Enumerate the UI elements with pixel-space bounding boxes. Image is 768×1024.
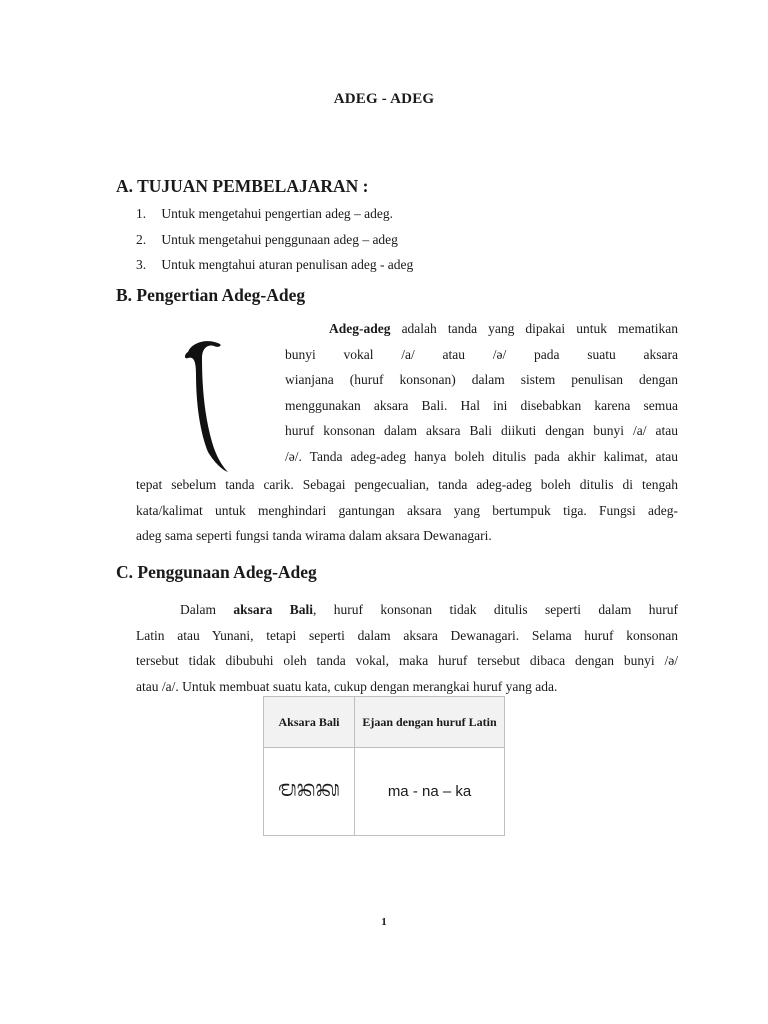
objective-list [136, 204, 696, 281]
list-number: 3. [136, 257, 147, 272]
usage-line: tersebut tidak dibubuhi oleh tanda vokal, maka huruf tersebut dibaca dengan bunyi /ə/ [136, 653, 678, 668]
definition-line: kata/kalimat untuk menghindari gantungan aksara yang bertumpuk tiga. Fungsi adeg- [136, 502, 678, 518]
definition-paragraph-wrap [285, 316, 678, 469]
document-title: ADEG - ADEG [333, 91, 435, 107]
table-header-row [264, 697, 505, 748]
definition-line-text: adalah tanda yang dipakai untuk mematikan [401, 321, 679, 336]
list-item [136, 255, 696, 281]
usage-line: Latin atau Yunani, tetapi seperti dalam aksara Dewanagari. Selama huruf konsonan [136, 627, 678, 643]
usage-line: atau /a/. Untuk membuat suatu kata, cukup dengan merangkai huruf yang ada. [136, 678, 558, 694]
bali-script-word: ᬫᬦᬓ [277, 776, 341, 802]
section-b-heading: B. Pengertian Adeg-Adeg [116, 285, 306, 305]
list-text: Untuk mengetahui pengertian adeg – adeg. [161, 206, 394, 221]
definition-line: wianjana (huruf konsonan) dalam sistem penulisan dengan [285, 372, 678, 387]
list-text: Untuk mengtahui aturan penulisan adeg - adeg [161, 257, 414, 272]
table-cell-bali [264, 748, 355, 836]
definition-line: /ə/. Tanda adeg-adeg hanya boleh ditulis pada akhir kalimat, atau [285, 448, 678, 464]
list-number: 2. [136, 231, 147, 247]
latin-spelling: ma - na – ka [387, 783, 472, 800]
adeg-adeg-icon [178, 334, 238, 476]
list-item [136, 230, 696, 256]
table-row [264, 748, 505, 836]
table-cell-latin [355, 748, 505, 836]
definition-paragraph-full [136, 472, 678, 549]
usage-line [136, 597, 678, 623]
definition-line: menggunakan aksara Bali. Hal ini disebabkan karena semua [285, 397, 678, 413]
list-number: 1. [136, 206, 147, 221]
example-table [263, 696, 505, 836]
aksara-bali-term: aksara Bali [233, 602, 314, 617]
term-adeg-adeg: Adeg-adeg [329, 321, 391, 336]
section-a-heading: A. TUJUAN PEMBELAJARAN : [116, 176, 369, 196]
page-number: 1 [381, 916, 387, 928]
table-header-latin: Ejaan dengan huruf Latin [355, 697, 505, 748]
definition-line: huruf konsonan dalam aksara Bali diikuti dengan bunyi /a/ atau [285, 423, 678, 438]
usage-line-rest: , huruf konsonan tidak ditulis seperti dalam huruf [313, 602, 679, 617]
definition-line [285, 316, 678, 342]
list-item [136, 204, 696, 230]
usage-line-pre: Dalam [180, 602, 216, 617]
definition-line: adeg sama seperti fungsi tanda wirama dalam aksara Dewanagari. [136, 528, 492, 543]
definition-line: bunyi vokal /a/ atau /ə/ pada suatu aksara [285, 346, 678, 362]
section-c-heading: C. Penggunaan Adeg-Adeg [116, 562, 317, 582]
usage-paragraph [136, 597, 678, 699]
table-header-aksara-bali: Aksara Bali [264, 697, 355, 748]
list-text: Untuk mengetahui penggunaan adeg – adeg [161, 231, 398, 247]
definition-line: tepat sebelum tanda carik. Sebagai pengecualian, tanda adeg-adeg boleh ditulis di tengah [136, 477, 678, 492]
